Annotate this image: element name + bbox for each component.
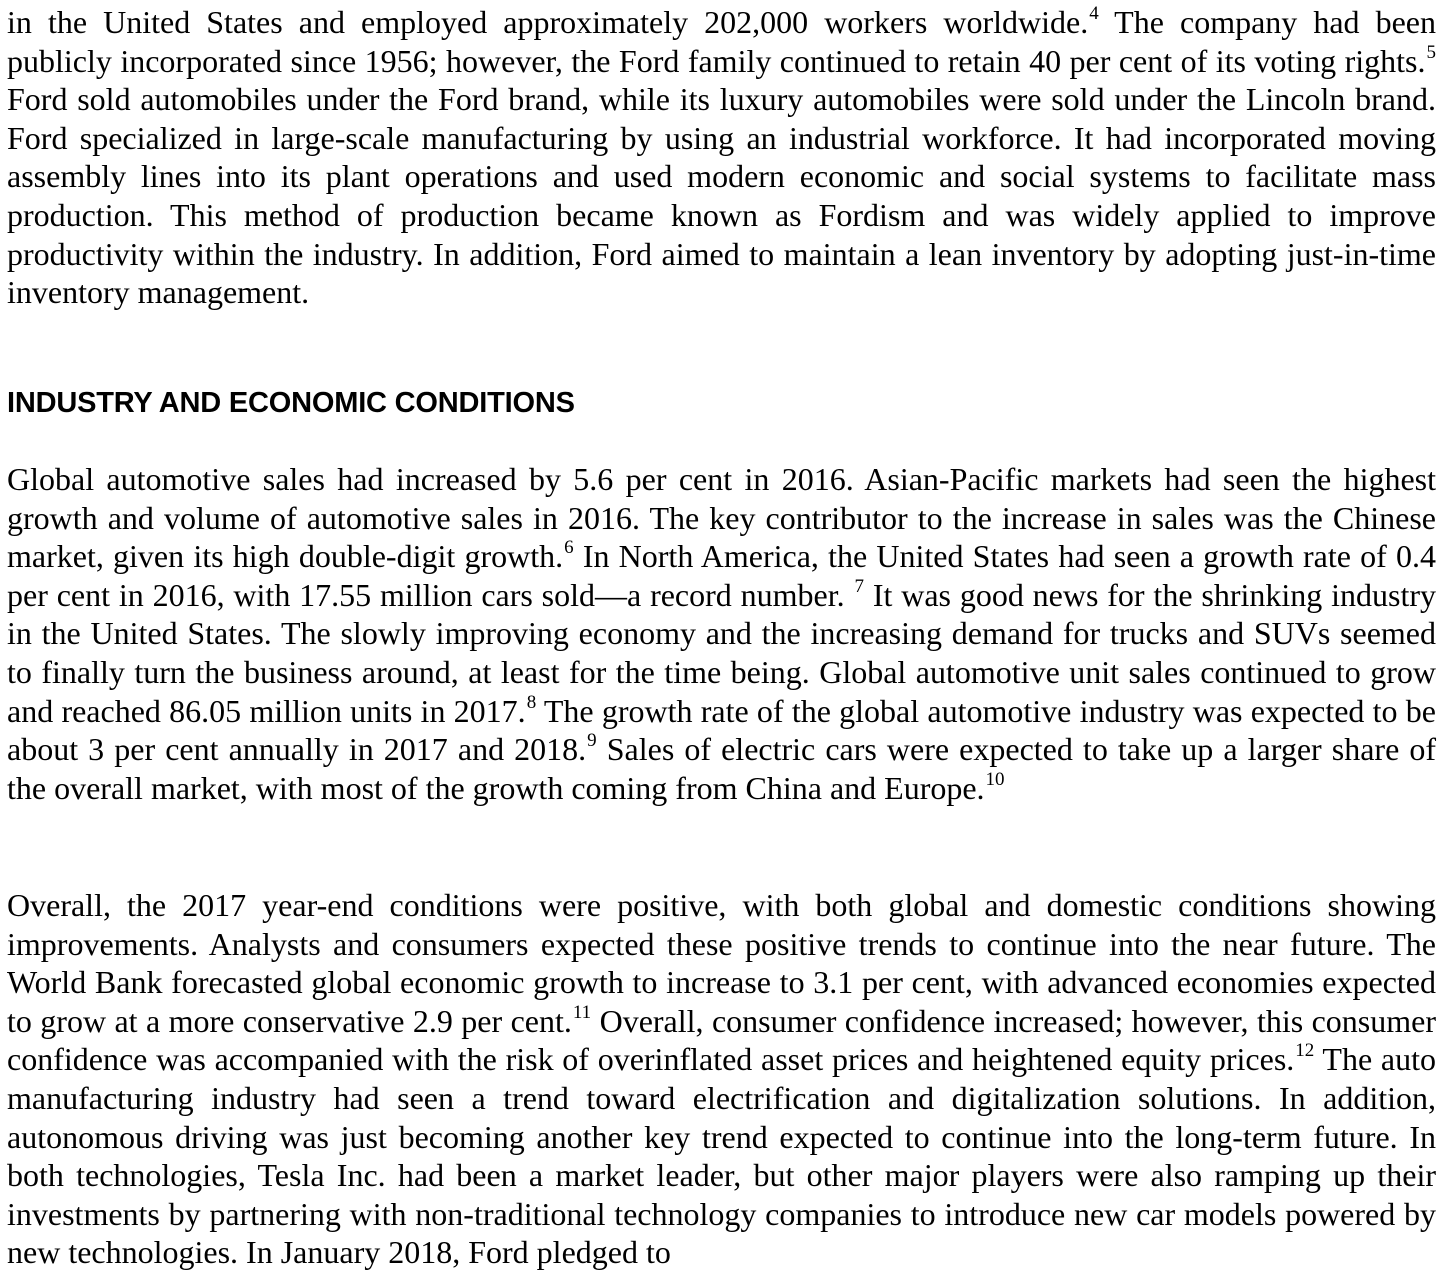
footnote-ref-8: 8 [526,691,537,713]
section-heading: INDUSTRY AND ECONOMIC CONDITIONS [7,387,575,419]
text-span: The auto manufacturing industry had seen a trend toward electrification and digitalization solutions. In addition, autonomous driving was just becoming another key trend expected to continue into the long-term future. In both technologies, Tesla Inc. had been a market leader, but other major players were also ramping up their investments by partnering with non-traditional technology companies to introduce new car models powered by new technologies. In January 2018, Ford pledged to [7,1041,1437,1271]
paragraph-ford-overview [7,3,1436,312]
text-span: Overall, consumer confidence increased; however, this consumer confidence was accompanied with the risk of overinflated asset prices and heightened equity prices. [7,1002,1437,1078]
footnote-ref-10: 10 [985,768,1005,790]
footnote-ref-4: 4 [1089,3,1099,24]
footnote-ref-5: 5 [1426,41,1436,63]
paragraph-global-sales [7,460,1436,807]
text-span: in the United States and employed approximately 202,000 workers worldwide. [7,4,1089,40]
footnote-ref-6: 6 [564,537,574,559]
footnote-ref-9: 9 [587,730,597,752]
text-span: Global automotive sales had increased by 5.6 per cent in 2016. Asian-Pacific markets had seen the highest growth and volume of automotive sales in 2016. The key contributor to the increase in sales was the Chinese market, given its high double-digit growth. [7,461,1436,575]
text-span: Ford sold automobiles under the Ford brand, while its luxury automobiles were sold under the Lincoln brand. Ford specialized in large-scale manufacturing by using an industrial workforce. It had incorporated moving assembly lines into its plant operations and used modern economic and social systems to facilitate mass production. This method of production became known as Fordism and was widely applied to improve productivity within the industry. In addition, Ford aimed to maintain a lean inventory by adopting just-in-time inventory management. [7,81,1436,311]
text-span: Sales of electric cars were expected to take up a larger share of the overall market, with most of the growth coming from China and Europe. [7,731,1436,806]
paragraph-economic-conditions [7,886,1436,1272]
footnote-ref-11: 11 [572,1001,592,1023]
text-span: The company had been publicly incorporated since 1956; however, the Ford family continued to retain 40 per cent of its voting rights. [7,4,1437,79]
text-span: The growth rate of the global automotive industry was expected to be about 3 per cent annually in 2017 and 2018. [7,692,1436,768]
footnote-ref-7: 7 [854,575,864,597]
text-span: Overall, the 2017 year-end conditions were positive, with both global and domestic conditions showing improvements. Analysts and consumers expected these positive trends to continue into the near future. The World Bank forecasted global economic growth to increase to 3.1 per cent, with advanced economies expected to grow at a more conservative 2.9 per cent. [7,887,1436,1039]
text-span: It was good news for the shrinking industry in the United States. The slowly improving economy and the increasing demand for trucks and SUVs seemed to finally turn the business around, at least for the time being. Global automotive unit sales continued to grow and reached 86.05 million units in 2017. [7,576,1437,729]
footnote-ref-12: 12 [1295,1040,1315,1062]
text-span: In North America, the United States had seen a growth rate of 0.4 per cent in 2016, with 17.55 million cars sold—a record number. [7,538,1437,613]
